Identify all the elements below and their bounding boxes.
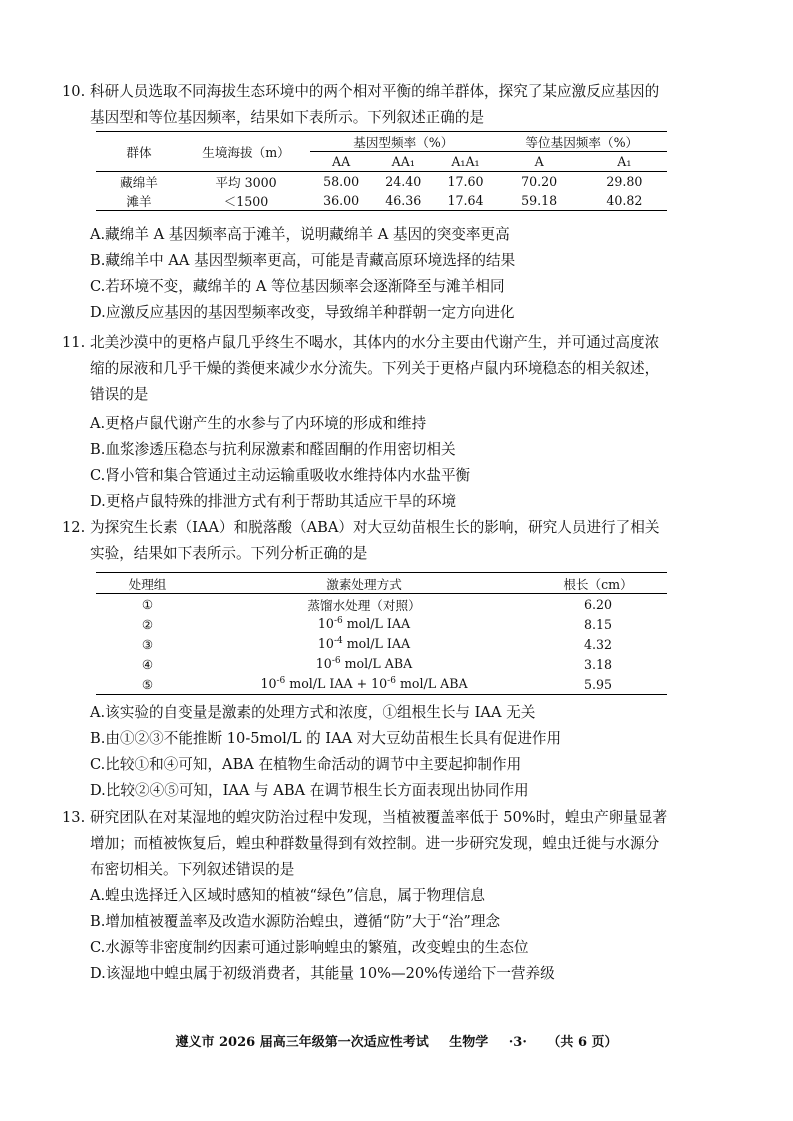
option-d: D.应激反应基因的基因型频率改变，导致绵羊种群朝一定方向进化 [90,304,515,321]
question-stem: 科研人员选取不同海拔生态环境中的两个相对平衡的绵羊群体，探究了某应激反应基因的 基因型和等位基因频率，结果如下表所示。下列叙述正确的是 [90,83,660,126]
table-row: ④ $10^{-6}$ mol/L ABA 3.18 [141,656,613,672]
option-d: D.更格卢鼠特殊的排泄方式有利于帮助其适应干旱的环境 [90,493,457,510]
question-13 [62,805,752,987]
question-10-options [62,222,752,326]
table-row: ⑤ $10^{-6}$ mol/L IAA + $10^{-6}$ mol/L ABA 5.95 [96,674,667,695]
option-a: A.蝗虫选择迁入区域时感知的植被“绿色”信息，属于物理信息 [90,887,485,904]
header-allele: 等位基因频率（%） [497,132,667,152]
question-number: 10. [62,83,86,100]
question-12-options [62,700,752,804]
sub-header: A₁A₁ [434,152,496,172]
question-number: 11. [62,334,86,351]
option-b: B.血浆渗透压稳态与抗利尿激素和醛固酮的作用密切相关 [90,441,456,458]
header-genotype: 基因型频率（%） [310,132,497,152]
option-b: B.增加植被覆盖率及改造水源防治蝗虫，遵循“防”大于“治”理念 [90,913,501,930]
question-stem: 研究团队在对某湿地的蝗灾防治过程中发现，当植被覆盖率低于 50%时，蝗虫产卵量显著 增加；而植被恢复后，蝗虫种群数量得到有效控制。进一步研究发现，蝗虫迁徙与水源分 布密切相关。下列叙述错误的是 [90,809,668,878]
subject-name: 生物学 [449,1035,489,1050]
question-11 [62,330,752,515]
sub-header: A₁ [582,152,667,172]
option-c: C.比较①和④可知，ABA 在植物生命活动的调节中主要起抑制作用 [90,756,522,773]
table-row: ② $10^{-6}$ mol/L IAA 8.15 [141,616,613,632]
option-c: C.若环境不变，藏绵羊的 A 等位基因频率会逐渐降至与滩羊相同 [90,278,505,295]
sub-header: AA₁ [372,152,434,172]
option-b: B.由①②③不能推断 10-5mol/L 的 IAA 对大豆幼苗根生长具有促进作用 [90,730,562,747]
option-a: A.更格卢鼠代谢产生的水参与了内环境的形成和维持 [90,415,427,432]
table-row: ① 蒸馏水处理（对照） 6.20 [141,596,613,613]
question-stem: 为探究生长素（IAA）和脱落酸（ABA）对大豆幼苗根生长的影响，研究人员进行了相关 实验，结果如下表所示。下列分析正确的是 [90,519,660,562]
header-group: 群体 [96,132,182,172]
option-c: C.水源等非密度制约因素可通过影响蝗虫的繁殖，改变蝗虫的生态位 [90,939,529,956]
question-number: 13. [62,809,86,826]
page-total: （共 6 页） [547,1035,618,1050]
question-12 [62,515,752,567]
page-number: ·3· [508,1035,527,1050]
option-c: C.肾小管和集合管通过主动运输重吸收水维持体内水盐平衡 [90,467,471,484]
option-b: B.藏绵羊中 AA 基因型频率更高，可能是青藏高原环境选择的结果 [90,252,516,269]
table-row: ③ $10^{-4}$ mol/L IAA 4.32 [141,636,613,652]
header-treatment: 激素处理方式 [199,573,529,594]
sub-header: AA [310,152,372,172]
table-row: 藏绵羊 平均 3000 58.00 24.40 17.60 70.20 29.80 [120,174,643,190]
header-root-length: 根长（cm） [529,573,667,594]
exam-title: 遵义市 2026 届高三年级第一次适应性考试 [175,1035,429,1050]
hormone-treatment-table [96,572,667,695]
page-footer [0,1031,793,1050]
option-a: A.藏绵羊 A 基因频率高于滩羊，说明藏绵羊 A 基因的突变率更高 [90,226,510,243]
header-altitude: 生境海拔（m） [182,132,310,172]
question-10 [62,79,752,131]
option-d: D.比较②④⑤可知，IAA 与 ABA 在调节根生长方面表现出协同作用 [90,782,529,799]
option-d: D.该湿地中蝗虫属于初级消费者，其能量 10%—20%传递给下一营养级 [90,965,555,982]
header-group: 处理组 [96,573,199,594]
question-stem: 北美沙漠中的更格卢鼠几乎终生不喝水，其体内的水分主要由代谢产生，并可通过高度浓 缩的尿液和几乎干燥的粪便来减少水分流失。下列关于更格卢鼠内环境稳态的相关叙述， 错误的是 [90,334,660,403]
table-row: 滩羊 ＜1500 36.00 46.36 17.64 59.18 40.82 [96,191,667,211]
question-number: 12. [62,519,86,536]
option-a: A.该实验的自变量是激素的处理方式和浓度，①组根生长与 IAA 无关 [90,704,536,721]
sub-header: A [497,152,582,172]
genotype-frequency-table [96,131,667,211]
